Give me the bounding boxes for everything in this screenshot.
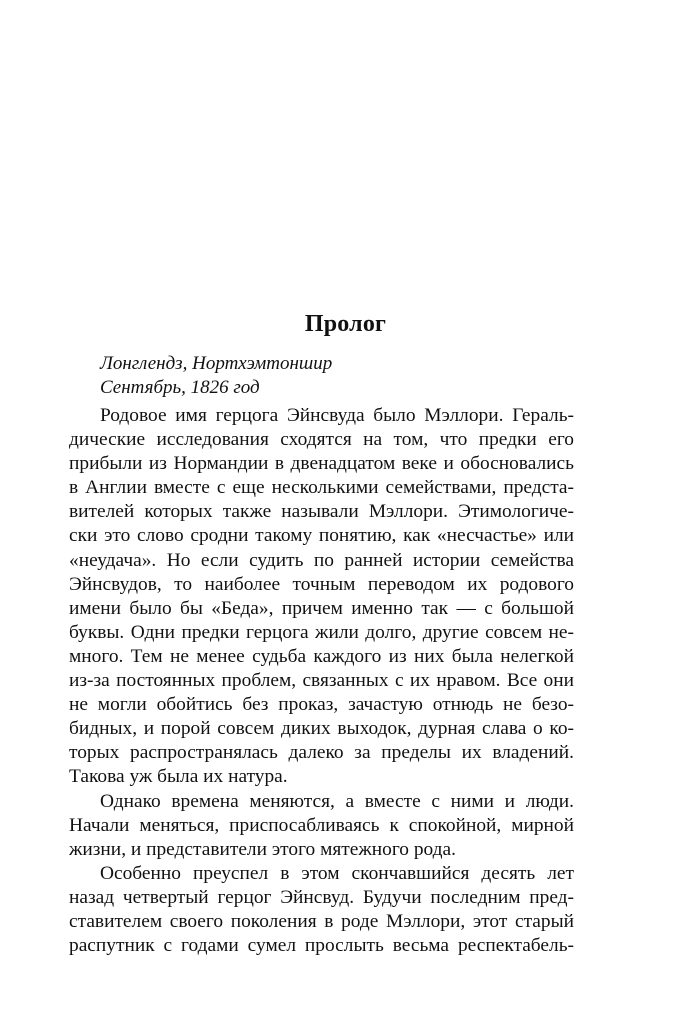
text-line: из-за постоянных проблем, связанных с их нравом. Все они <box>69 670 574 692</box>
text-line: торых распространялась далеко за пределы их владений. <box>69 742 574 764</box>
chapter-title: Пролог <box>304 311 387 337</box>
epigraph <box>100 352 580 400</box>
text-line: ставителем своего поколения в роде Мэллори, этот старый <box>69 910 574 932</box>
text-line: в Англии вместе с еще несколькими семействами, предста- <box>69 477 574 499</box>
text-line: прибыли из Нормандии в двенадцатом веке и обосновались <box>69 453 574 475</box>
text-line: Такова уж была их натура. <box>69 766 288 788</box>
text-line: Однако времена меняются, а вместе с ними и люди. <box>100 790 574 812</box>
text-line: ски это слово сродни такому понятию, как «несчастье» или <box>69 525 574 547</box>
paragraph <box>69 404 574 790</box>
text-line: буквы. Одни предки герцога жили долго, другие совсем не- <box>69 621 574 643</box>
text-line: Особенно преуспел в этом скончавшийся десять лет <box>100 862 574 884</box>
epigraph-date: Сентябрь, 1826 год <box>100 377 260 398</box>
text-line: жизни, и представители этого мятежного рода. <box>69 838 456 860</box>
paragraph <box>69 862 574 958</box>
text-line: имени было бы «Беда», причем именно так — с большой <box>69 597 574 619</box>
text-line: бидных, и порой совсем диких выходок, дурная слава о ко- <box>69 718 574 740</box>
text-line: Начали меняться, приспосабливаясь к спокойной, мирной <box>69 814 574 836</box>
text-line: Эйнсвудов, то наиболее точным переводом их родового <box>69 573 574 595</box>
text-line: дические исследования сходятся на том, что предки его <box>69 429 574 451</box>
text-line: вителей которых также называли Мэллори. Этимологиче- <box>69 501 574 523</box>
paragraph <box>69 790 574 862</box>
epigraph-place: Лонглендз, Нортхэмтоншир <box>100 353 333 374</box>
text-line: распутник с годами сумел прослыть весьма респектабель- <box>69 935 574 957</box>
text-line: много. Тем не менее судьба каждого из них была нелегкой <box>69 645 574 667</box>
body-text <box>69 404 574 958</box>
text-line: назад четвертый герцог Эйнсвуд. Будучи последним пред- <box>69 886 574 908</box>
text-line: Родовое имя герцога Эйнсвуда было Мэллори. Гераль- <box>100 405 574 426</box>
text-line: не могли обойтись без проказ, зачастую отнюдь не безо- <box>69 694 574 716</box>
text-line: «неудача». Но если судить по ранней истории семейства <box>69 549 574 571</box>
